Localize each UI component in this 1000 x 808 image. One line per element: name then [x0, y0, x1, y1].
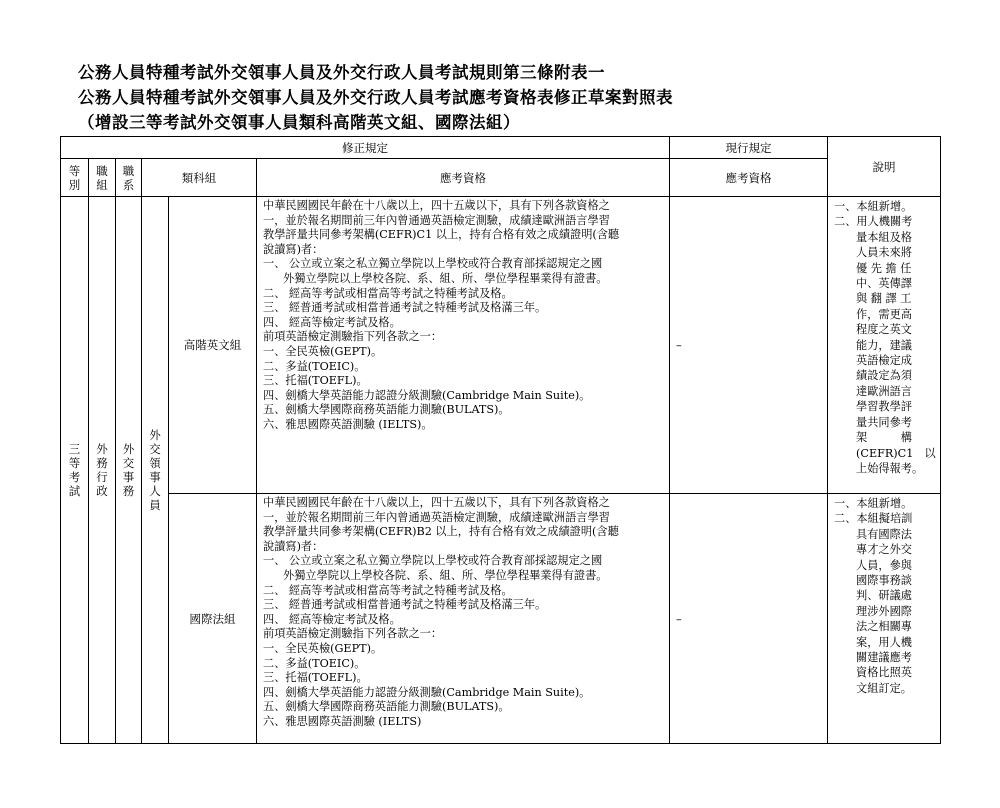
explanation-line: 學習教學評 — [856, 400, 912, 414]
qualification-line: 教學評量共同參考架構(CEFR)C1 以上，持有合格有效之成績證明(含聽 — [263, 228, 620, 242]
explanation-line: 上始得報考。 — [856, 461, 924, 475]
explanation-line: 優 先 擔 任 — [856, 261, 912, 275]
qualification-line: 二、 經高等考試或相當高等考試之特種考試及格。 — [263, 583, 513, 597]
explanation-line: 法之相關專 — [856, 620, 912, 634]
explanation-line: 一、本組新增。 — [834, 497, 913, 510]
qualification-line: 二、多益(TOEIC)。 — [263, 359, 366, 373]
explanation-line: 架 構 — [856, 431, 912, 445]
qualification-line: 一，並於報名期間前三年內曾通過英語檢定測驗，成績達歐洲語言學習 — [263, 213, 610, 227]
qualification-line: 說讀寫)者： — [263, 539, 324, 553]
header-current: 現行規定 — [670, 137, 828, 159]
explanation-line: (CEFR)C1 以 — [856, 446, 936, 460]
qualification-line: 四、 經高等檢定考試及格。 — [263, 612, 401, 626]
qualification-line: 教學評量共同參考架構(CEFR)B2 以上，持有合格有效之成績證明(含聽 — [263, 525, 619, 539]
explanation-line: 作，需更高 — [856, 307, 912, 321]
group-cell: 外務行政 — [89, 197, 116, 744]
document-title-block — [78, 60, 673, 135]
qualification-line: 前項英語檢定測驗指下列各款之一： — [263, 330, 443, 344]
explanation-line: 二、用人機關考 — [834, 215, 913, 229]
qualification-line: 一，並於報名期間前三年內曾通過英語檢定測驗，成績達歐洲語言學習 — [263, 510, 610, 524]
qualification-line: 二、多益(TOEIC)。 — [263, 656, 366, 670]
table-row — [61, 197, 941, 494]
explanation-line: 能力，建議 — [856, 338, 912, 352]
qualification-line: 中華民國國民年齡在十八歲以上，四十五歲以下，具有下列各款資格之 — [263, 199, 610, 212]
subgroup-international-law: 國際法組 — [169, 494, 257, 744]
qualification-line: 二、 經高等考試或相當高等考試之特種考試及格。 — [263, 286, 513, 300]
qualification-line: 五、劍橋大學國際商務英語能力測驗(BULATS)。 — [263, 700, 510, 714]
explanation-line: 資格比照英 — [856, 666, 912, 680]
explanation-line: 與 翻 譯 工 — [856, 292, 912, 306]
qualification-line: 一、全民英檢(GEPT)。 — [263, 641, 383, 655]
title-line-2: 公務人員特種考試外交領事人員及外交行政人員考試應考資格表修正草案對照表 — [78, 88, 673, 107]
explanation-line: 一、本組新增。 — [834, 200, 913, 213]
column-group-header: 職組 — [89, 159, 116, 197]
explanation-advanced-english — [828, 197, 941, 494]
title-line-3: （增設三等考試外交領事人員類科高階英文組、國際法組） — [78, 113, 520, 132]
table-row — [61, 494, 941, 744]
column-qualifications-header: 應考資格 — [257, 159, 670, 197]
comparison-table — [60, 136, 941, 744]
explanation-international-law — [828, 494, 941, 744]
title-line-1: 公務人員特種考試外交領事人員及外交行政人員考試規則第三條附表一 — [78, 63, 605, 82]
qualification-line: 一、 公立或立案之私立獨立學院以上學校或符合教育部採認規定之國 — [263, 257, 603, 271]
explanation-line: 具有國際法 — [856, 527, 912, 541]
explanation-line: 國際事務談 — [856, 574, 912, 588]
explanation-line: 英語檢定成 — [856, 354, 912, 368]
explanation-line: 量本組及格 — [856, 230, 912, 244]
qualification-line: 一、 公立或立案之私立獨立學院以上學校或符合教育部採認規定之國 — [263, 554, 603, 568]
qualification-line: 六、雅思國際英語測驗 (IELTS)。 — [263, 417, 433, 431]
explanation-line: 判、研議處 — [856, 589, 912, 603]
current-rule-advanced-english: – — [670, 197, 828, 494]
explanation-line: 人員，參與 — [856, 558, 912, 572]
column-category-header: 類科組 — [142, 159, 257, 197]
column-grade-header: 等別 — [61, 159, 89, 197]
qualification-line: 外獨立學院以上學校各院、系、組、所、學位學程畢業得有證書。 — [283, 271, 608, 285]
qualification-line: 三、托福(TOEFL)。 — [263, 671, 368, 685]
explanation-line: 關建議應考 — [856, 651, 912, 665]
explanation-line: 理涉外國際 — [856, 604, 912, 618]
qualification-line: 六、雅思國際英語測驗 (IELTS) — [263, 714, 422, 728]
qualifications-advanced-english — [257, 197, 670, 494]
grade-cell: 三等考試 — [61, 197, 89, 744]
qualification-line: 一、全民英檢(GEPT)。 — [263, 344, 383, 358]
qualification-line: 五、劍橋大學國際商務英語能力測驗(BULATS)。 — [263, 403, 510, 417]
category-cell: 外交領事人員 — [142, 197, 169, 744]
explanation-line: 達歐洲語言 — [856, 384, 912, 398]
qualification-line: 三、 經普通考試或相當普通考試之特種考試及格滿三年。 — [263, 301, 547, 315]
qualification-line: 中華民國國民年齡在十八歲以上，四十五歲以下，具有下列各款資格之 — [263, 496, 610, 509]
current-rule-international-law: – — [670, 494, 828, 744]
column-series-header: 職系 — [116, 159, 142, 197]
series-cell: 外交事務 — [116, 197, 142, 744]
explanation-line: 二、本組擬培訓 — [834, 512, 913, 526]
qualification-line: 外獨立學院以上學校各院、系、組、所、學位學程畢業得有證書。 — [283, 568, 608, 582]
explanation-line: 人員未來將 — [856, 246, 912, 260]
subgroup-advanced-english: 高階英文組 — [169, 197, 257, 494]
qualification-line: 四、劍橋大學英語能力認證分級測驗(Cambridge Main Suite)。 — [263, 388, 591, 402]
qualification-line: 說讀寫)者： — [263, 242, 324, 256]
explanation-line: 績設定為須 — [856, 369, 912, 383]
qualification-line: 三、托福(TOEFL)。 — [263, 374, 368, 388]
header-revised: 修正規定 — [61, 137, 670, 159]
qualification-line: 三、 經普通考試或相當普通考試之特種考試及格滿三年。 — [263, 598, 547, 612]
explanation-line: 程度之英文 — [856, 323, 912, 337]
explanation-line: 案，用人機 — [856, 635, 912, 649]
qualification-line: 四、 經高等檢定考試及格。 — [263, 315, 401, 329]
qualification-line: 四、劍橋大學英語能力認證分級測驗(Cambridge Main Suite)。 — [263, 685, 591, 699]
explanation-line: 中、英傳譯 — [856, 277, 912, 291]
qualification-line: 前項英語檢定測驗指下列各款之一： — [263, 627, 443, 641]
column-current-qualifications-header: 應考資格 — [670, 159, 828, 197]
header-explanation: 說明 — [828, 137, 941, 197]
explanation-line: 文組訂定。 — [856, 681, 912, 695]
explanation-line: 專才之外交 — [856, 543, 912, 557]
explanation-line: 量共同參考 — [856, 415, 912, 429]
qualifications-international-law — [257, 494, 670, 744]
